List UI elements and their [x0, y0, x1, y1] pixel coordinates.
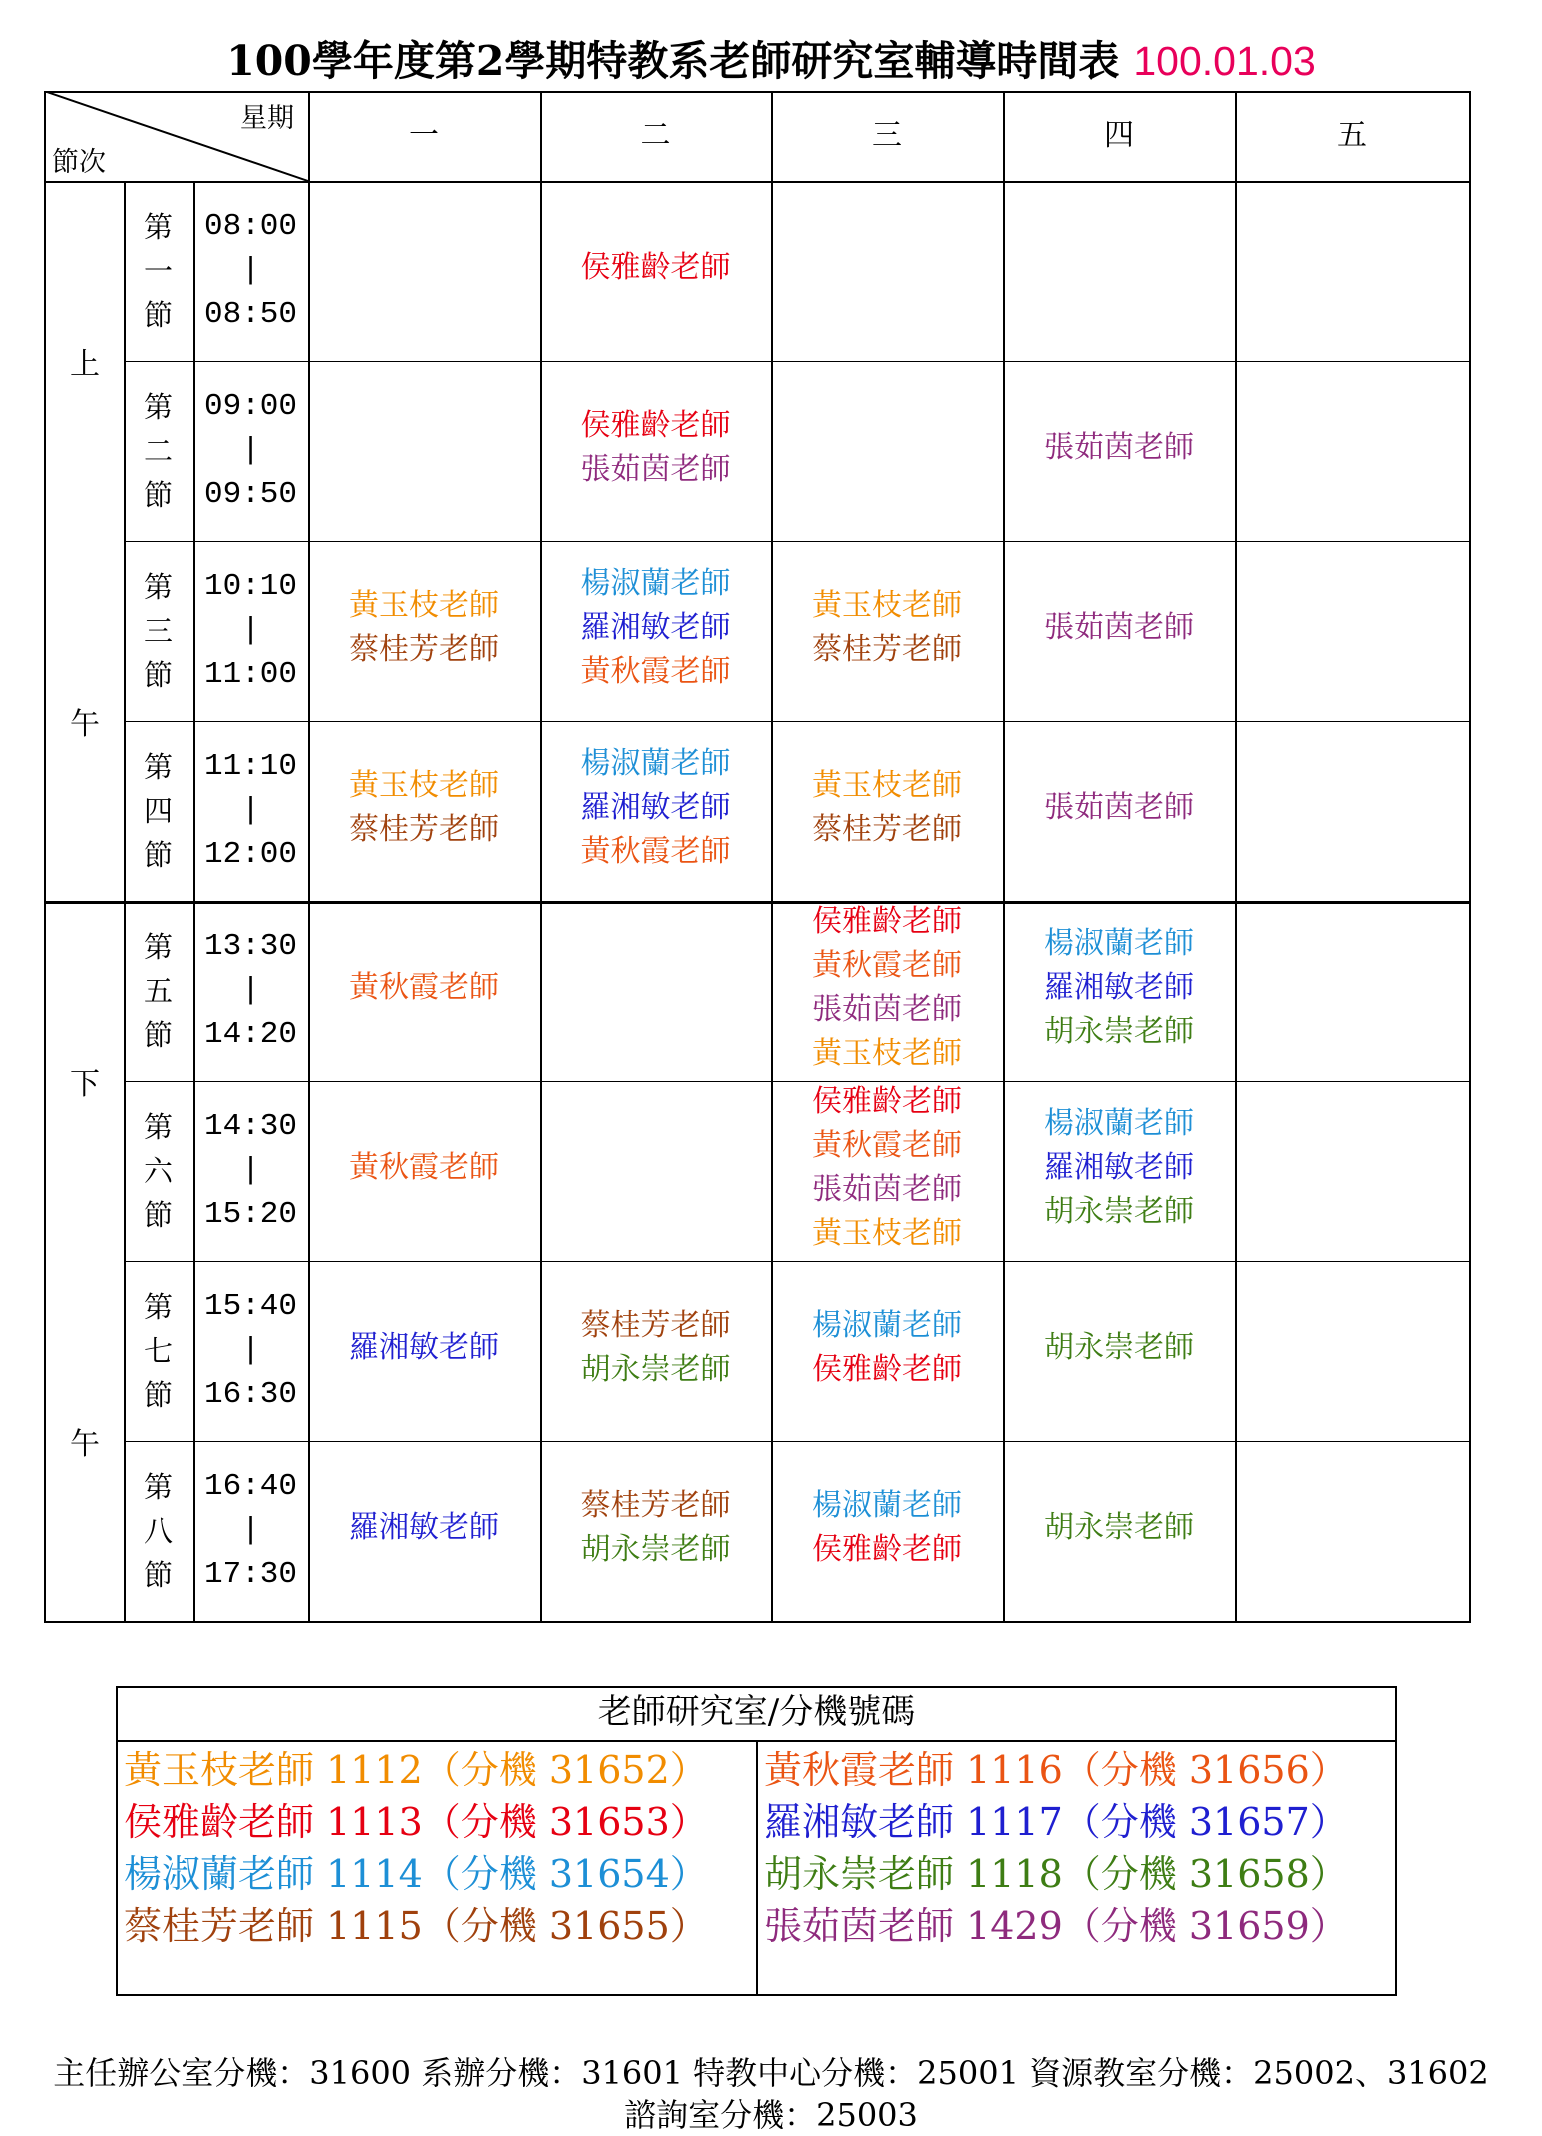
- period-label-char: 三: [143, 614, 173, 648]
- schedule-cell: [771, 181, 1003, 355]
- period-label-char: 第: [143, 1290, 173, 1324]
- extension-border-right: [1395, 1686, 1397, 1994]
- teacher-name: 羅湘敏老師: [580, 790, 731, 825]
- schedule-cell: [540, 361, 771, 535]
- period-label-char: 四: [143, 794, 173, 828]
- teacher-name: 黃秋霞老師: [349, 1150, 499, 1185]
- extension-column-divider: [756, 1740, 758, 1994]
- schedule-cell: [1235, 1441, 1469, 1615]
- teacher-name: 侯雅齡老師: [812, 1352, 962, 1387]
- extension-entry: 蔡桂芳老師 1115（分機 31655）: [124, 1904, 708, 1948]
- period-time: [193, 745, 308, 877]
- period-time-end: 08:50: [203, 297, 297, 332]
- period-label-char: 八: [143, 1514, 173, 1548]
- period-time-sep: |: [241, 973, 260, 1008]
- schedule-cell: [540, 1441, 771, 1615]
- teacher-name: 侯雅齡老師: [580, 408, 731, 443]
- schedule-cell: [1003, 1261, 1235, 1435]
- extension-entry: 胡永崇老師 1118（分機 31658）: [764, 1852, 1348, 1896]
- teacher-name: 胡永崇老師: [580, 1352, 731, 1387]
- period-time: [193, 1285, 308, 1417]
- teacher-name: 蔡桂芳老師: [580, 1488, 731, 1523]
- teacher-name: 張茹茵老師: [580, 452, 731, 487]
- schedule-cell: [1003, 181, 1235, 355]
- period-time-end: 17:30: [203, 1557, 297, 1592]
- teacher-name: 胡永崇老師: [1044, 1510, 1194, 1545]
- schedule-cell: [1003, 1081, 1235, 1255]
- schedule-cell: [771, 721, 1003, 895]
- schedule-cell: [1235, 181, 1469, 355]
- teacher-name: 楊淑蘭老師: [1044, 926, 1194, 961]
- table-border-right: [1469, 91, 1471, 1623]
- weekday-header-label: 星期: [240, 103, 294, 134]
- period-label-char: 節: [143, 1198, 173, 1232]
- period-label-char: 第: [143, 930, 173, 964]
- teacher-name: 羅湘敏老師: [349, 1330, 499, 1365]
- teacher-name: 黃玉枝老師: [812, 588, 962, 623]
- teacher-name: 羅湘敏老師: [1044, 1150, 1194, 1185]
- period-time-end: 16:30: [203, 1377, 297, 1412]
- schedule-cell: [1235, 1081, 1469, 1255]
- period-time: [193, 1465, 308, 1597]
- schedule-cell: [540, 181, 771, 355]
- period-label: [124, 745, 193, 877]
- teacher-name: 蔡桂芳老師: [812, 632, 962, 667]
- footer-line-1: 主任辦公室分機：31600 系辦分機：31601 特教中心分機：25001 資源教室分機：25002、31602: [53, 2054, 1489, 2092]
- schedule-cell: [308, 901, 540, 1075]
- period-time: [193, 1105, 308, 1237]
- period-time-end: 12:00: [203, 837, 297, 872]
- period-label: [124, 205, 193, 337]
- teacher-name: 黃玉枝老師: [812, 1216, 962, 1251]
- period-label: [124, 385, 193, 517]
- extension-entry: 黃玉枝老師 1112（分機 31652）: [124, 1748, 708, 1792]
- period-label-char: 二: [143, 434, 173, 468]
- day-header: 二: [640, 118, 671, 153]
- period-label-char: 一: [143, 254, 173, 288]
- day-header: 四: [1104, 118, 1134, 153]
- teacher-name: 張茹茵老師: [1044, 610, 1194, 645]
- teacher-name: 張茹茵老師: [812, 1172, 962, 1207]
- schedule-cell: [308, 181, 540, 355]
- period-label: [124, 1105, 193, 1237]
- extension-border-bottom: [116, 1994, 1397, 1996]
- half-day-label: 下: [70, 1067, 100, 1102]
- extension-entry: 羅湘敏老師 1117（分機 31657）: [764, 1800, 1348, 1844]
- teacher-name: 胡永崇老師: [580, 1532, 731, 1567]
- teacher-name: 楊淑蘭老師: [580, 746, 731, 781]
- title-date: 100.01.03: [1133, 38, 1316, 84]
- schedule-cell: [771, 361, 1003, 535]
- period-label: [124, 925, 193, 1057]
- period-time-end: 11:00: [203, 657, 297, 692]
- teacher-name: 胡永崇老師: [1044, 1014, 1194, 1049]
- period-label-char: 節: [143, 658, 173, 692]
- period-label-char: 節: [143, 478, 173, 512]
- teacher-name: 楊淑蘭老師: [812, 1488, 962, 1523]
- period-label-char: 節: [143, 838, 173, 872]
- teacher-name: 楊淑蘭老師: [812, 1308, 962, 1343]
- period-time-sep: |: [241, 433, 260, 468]
- half-day-label: 午: [70, 1427, 100, 1462]
- period-label: [124, 1465, 193, 1597]
- half-day-label: 午: [70, 707, 100, 742]
- period-label-char: 第: [143, 210, 173, 244]
- schedule-cell: [1003, 361, 1235, 535]
- teacher-name: 黃秋霞老師: [812, 1128, 962, 1163]
- schedule-cell: [771, 1441, 1003, 1615]
- period-label-char: 節: [143, 1378, 173, 1412]
- period-time-start: 15:40: [203, 1289, 297, 1324]
- schedule-cell: [1235, 541, 1469, 715]
- extension-entry: 張茹茵老師 1429（分機 31659）: [764, 1904, 1348, 1948]
- period-time-end: 15:20: [203, 1197, 297, 1232]
- half-day-label: 上: [70, 347, 100, 382]
- period-time-start: 09:00: [203, 389, 297, 424]
- schedule-cell: [308, 721, 540, 895]
- teacher-name: 羅湘敏老師: [1044, 970, 1194, 1005]
- schedule-cell: [1003, 1441, 1235, 1615]
- period-time-start: 10:10: [203, 569, 297, 604]
- teacher-name: 蔡桂芳老師: [349, 812, 499, 847]
- extension-entry: 黃秋霞老師 1116（分機 31656）: [764, 1748, 1348, 1792]
- period-time-start: 14:30: [203, 1109, 297, 1144]
- teacher-name: 黃玉枝老師: [349, 768, 499, 803]
- period-time-sep: |: [241, 793, 260, 828]
- period-header-label: 節次: [52, 147, 106, 178]
- teacher-name: 蔡桂芳老師: [349, 632, 499, 667]
- schedule-cell: [1003, 721, 1235, 895]
- schedule-cell: [308, 1261, 540, 1435]
- day-header: 三: [872, 118, 902, 153]
- schedule-cell: [771, 1081, 1003, 1255]
- teacher-name: 侯雅齡老師: [812, 1532, 962, 1567]
- teacher-name: 楊淑蘭老師: [1044, 1106, 1194, 1141]
- period-time: [193, 925, 308, 1057]
- teacher-name: 黃玉枝老師: [812, 768, 962, 803]
- extension-entry: 侯雅齡老師 1113（分機 31653）: [124, 1800, 708, 1844]
- schedule-cell: [308, 361, 540, 535]
- teacher-name: 黃秋霞老師: [349, 970, 499, 1005]
- period-label-char: 第: [143, 390, 173, 424]
- period-time-start: 11:10: [203, 749, 297, 784]
- period-time: [193, 205, 308, 337]
- day-header: 一: [409, 118, 439, 153]
- period-time-end: 09:50: [203, 477, 297, 512]
- period-time-start: 16:40: [203, 1469, 297, 1504]
- teacher-name: 張茹茵老師: [1044, 790, 1194, 825]
- period-label-char: 第: [143, 1470, 173, 1504]
- teacher-name: 黃玉枝老師: [349, 588, 499, 623]
- schedule-cell: [1235, 901, 1469, 1075]
- schedule-cell: [771, 541, 1003, 715]
- period-label-char: 節: [143, 1018, 173, 1052]
- teacher-name: 羅湘敏老師: [349, 1510, 499, 1545]
- table-border-left: [44, 91, 46, 1623]
- teacher-name: 蔡桂芳老師: [812, 812, 962, 847]
- teacher-name: 張茹茵老師: [812, 992, 962, 1027]
- schedule-cell: [1003, 541, 1235, 715]
- teacher-name: 黃秋霞老師: [580, 834, 731, 869]
- period-label-char: 節: [143, 298, 173, 332]
- period-time-sep: |: [241, 613, 260, 648]
- teacher-name: 張茹茵老師: [1044, 430, 1194, 465]
- teacher-name: 黃秋霞老師: [580, 654, 731, 689]
- table-border-bottom: [44, 1621, 1469, 1623]
- schedule-cell: [308, 541, 540, 715]
- period-time-sep: |: [241, 1153, 260, 1188]
- page-title: [0, 28, 1542, 88]
- schedule-cell: [540, 1081, 771, 1255]
- period-time-start: 08:00: [203, 209, 297, 244]
- schedule-cell: [771, 1261, 1003, 1435]
- period-time: [193, 565, 308, 697]
- period-time: [193, 385, 308, 517]
- teacher-name: 黃秋霞老師: [812, 948, 962, 983]
- period-time-sep: |: [241, 253, 260, 288]
- day-header: 五: [1337, 118, 1367, 153]
- schedule-cell: [308, 1081, 540, 1255]
- period-label: [124, 1285, 193, 1417]
- schedule-cell: [1235, 361, 1469, 535]
- teacher-name: 胡永崇老師: [1044, 1194, 1194, 1229]
- teacher-name: 黃玉枝老師: [812, 1036, 962, 1071]
- schedule-cell: [540, 901, 771, 1075]
- schedule-cell: [1235, 1261, 1469, 1435]
- period-time-end: 14:20: [203, 1017, 297, 1052]
- teacher-name: 胡永崇老師: [1044, 1330, 1194, 1365]
- period-label-char: 七: [143, 1334, 173, 1368]
- schedule-cell: [540, 541, 771, 715]
- schedule-cell: [308, 1441, 540, 1615]
- teacher-name: 侯雅齡老師: [580, 250, 731, 285]
- schedule-cell: [1235, 721, 1469, 895]
- schedule-cell: [540, 1261, 771, 1435]
- period-label-char: 六: [143, 1154, 173, 1188]
- teacher-name: 侯雅齡老師: [812, 1084, 962, 1119]
- extension-table-title: 老師研究室/分機號碼: [597, 1692, 916, 1732]
- extension-border-top: [116, 1686, 1395, 1688]
- extension-entry: 楊淑蘭老師 1114（分機 31654）: [124, 1852, 708, 1896]
- teacher-name: 楊淑蘭老師: [580, 566, 731, 601]
- period-time-sep: |: [241, 1333, 260, 1368]
- schedule-cell: [771, 901, 1003, 1075]
- teacher-name: 羅湘敏老師: [580, 610, 731, 645]
- footer-line-2: 諮詢室分機：25003: [624, 2096, 918, 2134]
- period-label-char: 第: [143, 570, 173, 604]
- period-time-start: 13:30: [203, 929, 297, 964]
- period-label-char: 第: [143, 750, 173, 784]
- title-text: 100學年度第2學期特教系老師研究室輔導時間表: [226, 37, 1120, 85]
- schedule-cell: [540, 721, 771, 895]
- extension-border-left: [116, 1686, 118, 1994]
- period-label-char: 五: [143, 974, 173, 1008]
- teacher-name: 蔡桂芳老師: [580, 1308, 731, 1343]
- period-label-char: 節: [143, 1558, 173, 1592]
- schedule-cell: [1003, 901, 1235, 1075]
- period-label: [124, 565, 193, 697]
- period-time-sep: |: [241, 1513, 260, 1548]
- period-label-char: 第: [143, 1110, 173, 1144]
- teacher-name: 侯雅齡老師: [812, 904, 962, 939]
